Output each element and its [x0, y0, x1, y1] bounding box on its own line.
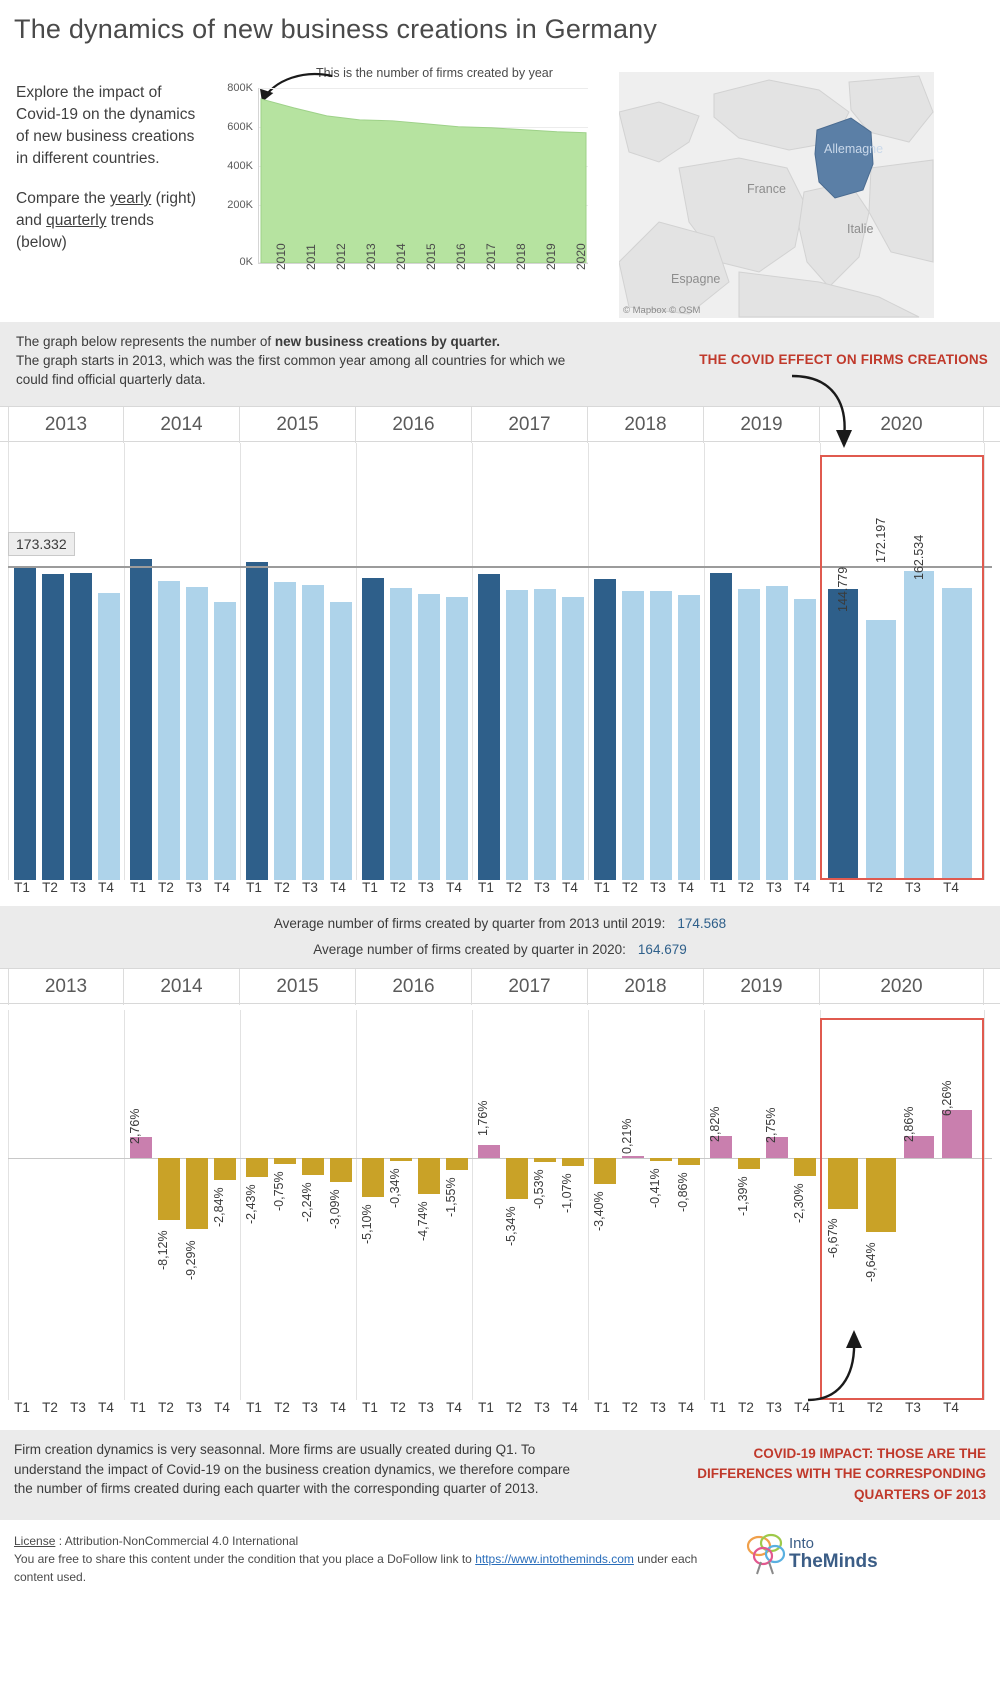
license-share-b: under each content used.	[14, 1552, 698, 1584]
chart1-year-2020: 2020	[820, 407, 984, 443]
q2-2016-t1: T1	[362, 1400, 378, 1415]
q2-2017-t1: T1	[478, 1400, 494, 1415]
bar-2018-t3	[650, 591, 672, 880]
pct-label-2015-t4: -3,09%	[328, 1189, 342, 1229]
map-attribution: © Mapbox © OSM	[623, 305, 701, 316]
pct-label-2020-t2: -9,64%	[864, 1242, 878, 1282]
pct-bar-2014-t2	[158, 1158, 180, 1220]
average-2020-label: Average number of firms created by quarter in 2020:	[313, 942, 626, 957]
chart2-year-2020: 2020	[820, 969, 984, 1005]
q2-2018-t3: T3	[650, 1400, 666, 1415]
q2-2014-t4: T4	[214, 1400, 230, 1415]
q2-2020-t3: T3	[905, 1400, 921, 1415]
q-2014-t4: T4	[214, 880, 230, 895]
bar-2016-t3	[418, 594, 440, 880]
q-2020-t2: T2	[867, 880, 883, 895]
q-2013-t1: T1	[14, 880, 30, 895]
pct-bar-2017-t3	[534, 1158, 556, 1162]
yearly-area-series	[259, 88, 588, 263]
pct-label-2015-t2: -0,75%	[272, 1171, 286, 1211]
bar-2018-t4	[678, 595, 700, 880]
q2-2014-t2: T2	[158, 1400, 174, 1415]
logo-line-1: Into	[789, 1535, 815, 1552]
q-2018-t3: T3	[650, 880, 666, 895]
average-2013-2019-label: Average number of firms created by quarter from 2013 until 2019:	[273, 916, 666, 931]
q-2020-t1: T1	[829, 880, 845, 895]
bar-2018-t2	[622, 591, 644, 880]
pct-bar-2019-t4	[794, 1158, 816, 1176]
bar-2019-t4	[794, 599, 816, 880]
chart1-year-2015: 2015	[240, 407, 356, 443]
covid-impact-arrow-icon	[800, 1326, 870, 1406]
pct-label-2017-t4: -1,07%	[560, 1173, 574, 1213]
pct-label-2020-t4: 6,26%	[940, 1080, 954, 1116]
average-2013-2019-row	[0, 916, 1000, 931]
yearly-xtick-2013: 2013	[364, 243, 378, 270]
pct-bar-2015-t3	[302, 1158, 324, 1175]
quarterly-bars-chart	[0, 443, 1000, 880]
q-2013-t4: T4	[98, 880, 114, 895]
pct-bar-2018-t1	[594, 1158, 616, 1184]
yearly-xtick-2016: 2016	[454, 243, 468, 270]
pct-label-2015-t1: -2,43%	[244, 1184, 258, 1224]
q-2013-t3: T3	[70, 880, 86, 895]
yearly-ytick-0k: 0K	[239, 256, 253, 269]
map-label-france: France	[747, 182, 786, 196]
pct-label-2019-t2: -1,39%	[736, 1176, 750, 1216]
q2-2018-t4: T4	[678, 1400, 694, 1415]
pct-bar-2018-t2	[622, 1156, 644, 1158]
yearly-area-chart	[206, 66, 616, 316]
chart2-quarter-labels	[0, 1400, 1000, 1426]
footer-band	[0, 1430, 1000, 1520]
yearly-xtick-2019: 2019	[544, 243, 558, 270]
q2-2013-t2: T2	[42, 1400, 58, 1415]
q2-2014-t1: T1	[130, 1400, 146, 1415]
yearly-xtick-2014: 2014	[394, 243, 408, 270]
q-2018-t2: T2	[622, 880, 638, 895]
q-2016-t4: T4	[446, 880, 462, 895]
bar-2015-t1	[246, 562, 268, 880]
intro-text	[16, 82, 206, 272]
pct-label-2018-t2: 0,21%	[620, 1118, 634, 1154]
chart1-covid-highlight-box	[820, 455, 984, 880]
q-2014-t3: T3	[186, 880, 202, 895]
bar-2013-t2	[42, 574, 64, 880]
q-2017-t1: T1	[478, 880, 494, 895]
pct-label-2016-t3: -4,74%	[416, 1201, 430, 1241]
map-label-italie: Italie	[847, 222, 874, 236]
yearly-xtick-2010: 2010	[274, 243, 288, 270]
q-2020-t3: T3	[905, 880, 921, 895]
yearly-xtick-2011: 2011	[304, 244, 318, 270]
pct-bar-2016-t1	[362, 1158, 384, 1197]
q-2017-t2: T2	[506, 880, 522, 895]
bar-2013-t4	[98, 593, 120, 880]
pct-bar-2014-t4	[214, 1158, 236, 1180]
bar-2014-t1	[130, 559, 152, 880]
pct-label-2020-t1: -6,67%	[826, 1218, 840, 1258]
q-2015-t4: T4	[330, 880, 346, 895]
logo-wordmark	[789, 1536, 878, 1572]
q2-2020-t4: T4	[943, 1400, 959, 1415]
yearly-xtick-2017: 2017	[484, 243, 498, 270]
q2-2017-t3: T3	[534, 1400, 550, 1415]
q2-2019-t3: T3	[766, 1400, 782, 1415]
license-share-a: You are free to share this content under the condition that you place a DoFollow link to	[14, 1552, 476, 1566]
chart1-year-2013: 2013	[8, 407, 124, 443]
yearly-ytick-600k: 600K	[227, 120, 253, 133]
bar-2017-t2	[506, 590, 528, 880]
chart1-year-2019: 2019	[704, 407, 820, 443]
q-2016-t2: T2	[390, 880, 406, 895]
q2-2015-t4: T4	[330, 1400, 346, 1415]
brain-logo-icon	[745, 1530, 789, 1576]
q2-2018-t1: T1	[594, 1400, 610, 1415]
license-rest: : Attribution-NonCommercial 4.0 International	[55, 1534, 299, 1548]
bar-2019-t2	[738, 589, 760, 880]
yearly-ytick-800k: 800K	[227, 82, 253, 94]
q2-2015-t3: T3	[302, 1400, 318, 1415]
chart1-quarter-labels	[0, 880, 1000, 906]
license-block	[14, 1532, 734, 1586]
footer-explanation: Firm creation dynamics is very seasonnal. More firms are usually created during Q1. To understand the impact of Covid-19 on the business creation dynamics, we therefore compare the number of firms created during each quarter with the corresponding quarter of 2013.	[14, 1442, 571, 1497]
bar-label-2020-t3: 172.197	[874, 517, 888, 563]
q-2018-t4: T4	[678, 880, 694, 895]
explanation-line1-b: new business creations by quarter.	[274, 334, 500, 349]
chart2-year-2015: 2015	[240, 969, 356, 1005]
chart1-plot-area	[8, 443, 992, 880]
q2-2019-t2: T2	[738, 1400, 754, 1415]
intro-compare-c: trends (below)	[16, 212, 154, 251]
q2-2018-t2: T2	[622, 1400, 638, 1415]
explanation-line1-a: The graph below represents the number of	[16, 334, 275, 349]
europe-map[interactable]	[619, 72, 934, 318]
chart2-year-2019: 2019	[704, 969, 820, 1005]
pct-label-2020-t3: 2,86%	[902, 1106, 916, 1142]
q2-2017-t2: T2	[506, 1400, 522, 1415]
q-2016-t1: T1	[362, 880, 378, 895]
chart1-average-label: 173.332	[8, 532, 75, 556]
yearly-xtick-2012: 2012	[334, 243, 348, 270]
pct-bar-2015-t2	[274, 1158, 296, 1164]
bar-2016-t2	[390, 588, 412, 880]
average-2020-row	[0, 942, 1000, 957]
q-2015-t1: T1	[246, 880, 262, 895]
chart1-year-2017: 2017	[472, 407, 588, 443]
pct-bar-2017-t2	[506, 1158, 528, 1199]
map-label-allemagne: Allemagne	[824, 142, 884, 156]
q2-2019-t1: T1	[710, 1400, 726, 1415]
chart2-year-2014: 2014	[124, 969, 240, 1005]
averages-band	[0, 906, 1000, 968]
bar-2017-t4	[562, 597, 584, 880]
q2-2015-t1: T1	[246, 1400, 262, 1415]
q-2017-t4: T4	[562, 880, 578, 895]
q2-2013-t1: T1	[14, 1400, 30, 1415]
pct-label-2016-t2: -0,34%	[388, 1168, 402, 1208]
yearly-x-axis-labels	[258, 243, 588, 314]
q2-2019-t4: T4	[794, 1400, 810, 1415]
q2-2016-t4: T4	[446, 1400, 462, 1415]
q-2014-t2: T2	[158, 880, 174, 895]
bar-2015-t3	[302, 585, 324, 880]
q-2014-t1: T1	[130, 880, 146, 895]
pct-label-2018-t4: -0,86%	[676, 1172, 690, 1212]
chart2-year-2013: 2013	[8, 969, 124, 1005]
pct-bar-2018-t3	[650, 1158, 672, 1161]
pct-label-2019-t1: 2,82%	[708, 1106, 722, 1142]
pct-bar-2014-t3	[186, 1158, 208, 1229]
pct-bar-2016-t2	[390, 1158, 412, 1161]
license-link[interactable]: https://www.intotheminds.com	[475, 1552, 634, 1566]
chart2-year-header	[0, 968, 1000, 1004]
q2-2013-t4: T4	[98, 1400, 114, 1415]
pct-label-2019-t3: 2,75%	[764, 1107, 778, 1143]
pct-label-2017-t1: 1,76%	[476, 1100, 490, 1136]
pct-label-2019-t4: -2,30%	[792, 1183, 806, 1223]
q-2013-t2: T2	[42, 880, 58, 895]
explanation-line2: The graph starts in 2013, which was the first common year among all countries for which we could find official quarterly data.	[16, 353, 566, 388]
pct-bar-2017-t4	[562, 1158, 584, 1166]
pct-label-2014-t4: -2,84%	[212, 1187, 226, 1227]
q-2019-t2: T2	[738, 880, 754, 895]
intro-paragraph-1: Explore the impact of Covid-19 on the dynamics of new business creations in different countries.	[16, 84, 196, 167]
bar-2019-t3	[766, 586, 788, 880]
average-2013-2019-value: 174.568	[677, 916, 727, 931]
yearly-xtick-2015: 2015	[424, 243, 438, 270]
pct-label-2014-t1: 2,76%	[128, 1108, 142, 1144]
footer-covid-note: COVID-19 IMPACT: THOSE ARE THE DIFFERENCES WITH THE CORRESPONDING QUARTERS OF 2013	[697, 1446, 986, 1502]
yearly-ytick-400k: 400K	[227, 159, 253, 172]
q-2019-t4: T4	[794, 880, 810, 895]
yearly-ytick-200k: 200K	[227, 198, 253, 211]
pct-bar-2017-t1	[478, 1145, 500, 1158]
pct-label-2015-t3: -2,24%	[300, 1182, 314, 1222]
bar-label-2020-t4: 162.534	[912, 534, 926, 580]
pct-label-2014-t2: -8,12%	[156, 1230, 170, 1270]
yearly-plot-area	[227, 82, 588, 269]
intro-compare-a: Compare the	[16, 190, 110, 207]
q-2015-t2: T2	[274, 880, 290, 895]
pct-bar-2018-t4	[678, 1158, 700, 1165]
q2-2014-t3: T3	[186, 1400, 202, 1415]
yearly-xtick-2020: 2020	[574, 243, 588, 270]
bar-2015-t4	[330, 602, 352, 880]
intro-quarterly-word: quarterly	[46, 212, 107, 229]
chart2-year-2016: 2016	[356, 969, 472, 1005]
chart1-year-2014: 2014	[124, 407, 240, 443]
q-2019-t1: T1	[710, 880, 726, 895]
q-2018-t1: T1	[594, 880, 610, 895]
bar-2019-t1	[710, 573, 732, 880]
q-2015-t3: T3	[302, 880, 318, 895]
q-2019-t3: T3	[766, 880, 782, 895]
page-title: The dynamics of new business creations in Germany	[14, 14, 658, 44]
pct-bar-2015-t1	[246, 1158, 268, 1177]
chart2-year-2018: 2018	[588, 969, 704, 1005]
pct-label-2017-t2: -5,34%	[504, 1206, 518, 1246]
bar-2014-t3	[186, 587, 208, 880]
q2-2015-t2: T2	[274, 1400, 290, 1415]
logo-line-2: TheMinds	[789, 1550, 878, 1572]
license-word: License	[14, 1534, 56, 1548]
q-2020-t4: T4	[943, 880, 959, 895]
bar-2017-t1	[478, 574, 500, 880]
yearly-chart-note: This is the number of firms created by year	[316, 66, 553, 80]
bar-label-2020-t2: 144.779	[836, 566, 850, 612]
pct-label-2018-t3: -0,41%	[648, 1168, 662, 1208]
pct-bar-2015-t4	[330, 1158, 352, 1182]
q2-2013-t3: T3	[70, 1400, 86, 1415]
pct-label-2018-t1: -3,40%	[592, 1191, 606, 1231]
pct-bar-2016-t4	[446, 1158, 468, 1170]
intotheminds-logo[interactable]	[745, 1530, 925, 1590]
chart2-year-2017: 2017	[472, 969, 588, 1005]
q2-2016-t3: T3	[418, 1400, 434, 1415]
bar-2016-t4	[446, 597, 468, 880]
explanation-text	[16, 332, 596, 389]
pct-label-2014-t3: -9,29%	[184, 1240, 198, 1280]
q-2016-t3: T3	[418, 880, 434, 895]
q2-2016-t2: T2	[390, 1400, 406, 1415]
bar-2015-t2	[274, 582, 296, 880]
bar-2016-t1	[362, 578, 384, 880]
pct-label-2017-t3: -0,53%	[532, 1169, 546, 1209]
map-label-espagne: Espagne	[671, 272, 721, 286]
chart1-year-2016: 2016	[356, 407, 472, 443]
q2-2020-t2: T2	[867, 1400, 883, 1415]
bar-2018-t1	[594, 579, 616, 880]
q-2017-t3: T3	[534, 880, 550, 895]
bar-2014-t2	[158, 581, 180, 880]
intro-yearly-word: yearly	[109, 190, 152, 207]
bar-2017-t3	[534, 589, 556, 880]
pct-label-2016-t4: -1,55%	[444, 1177, 458, 1217]
bar-2014-t4	[214, 602, 236, 880]
pct-bar-2019-t2	[738, 1158, 760, 1169]
q2-2017-t4: T4	[562, 1400, 578, 1415]
pct-label-2016-t1: -5,10%	[360, 1204, 374, 1244]
bar-2013-t1	[14, 568, 36, 880]
yearly-xtick-2018: 2018	[514, 243, 528, 270]
q2-2020-t1: T1	[829, 1400, 845, 1415]
bar-2013-t3	[70, 573, 92, 880]
chart1-year-2018: 2018	[588, 407, 704, 443]
covid-effect-heading: THE COVID EFFECT ON FIRMS CREATIONS	[699, 352, 988, 367]
average-2020-value: 164.679	[637, 942, 687, 957]
pct-bar-2016-t3	[418, 1158, 440, 1194]
intro-paragraph-2	[16, 188, 206, 254]
intro-compare-b: (right) and	[16, 190, 197, 229]
